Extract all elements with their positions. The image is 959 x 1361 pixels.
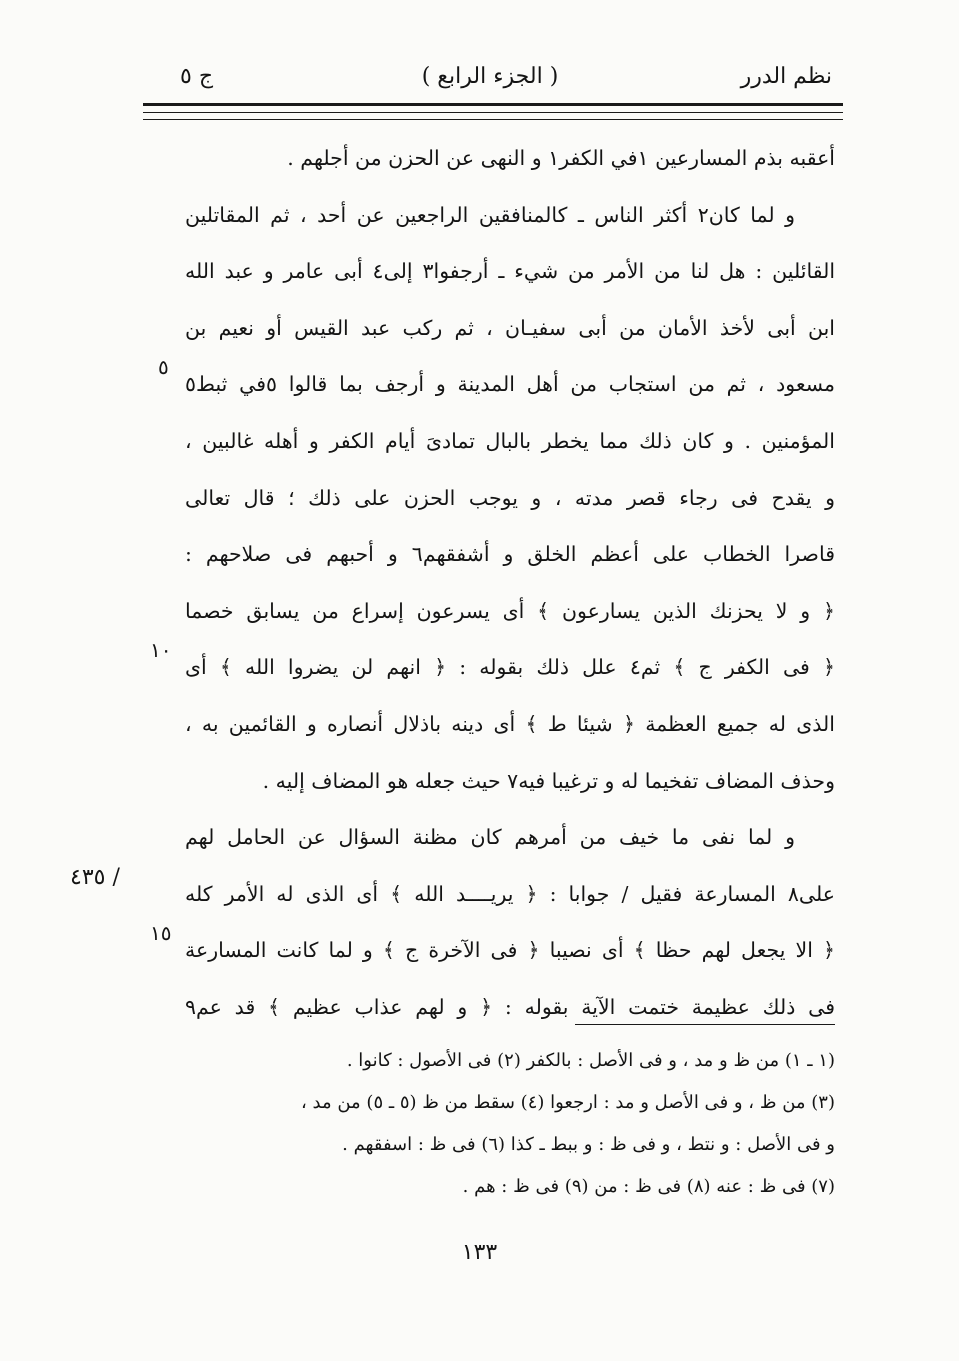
footnote-line: (٣) من ظ ، و فى الأصل و مد : ارجعوا (٤) سقط من ظ (٥ ـ ٥) من مد ، (301, 1092, 835, 1113)
page-number: ١٣٣ (461, 1240, 498, 1265)
footnote-line: (١ ـ ١) من ظ و مد ، و فى الأصل : بالكفر (٢) فى الأصول : كانوا . (346, 1050, 835, 1071)
text-line: القائلين : هل لنا من الأمر من شيء ـ أرجفوا٣ إلى٤ أبى عامر و عبد الله (185, 259, 835, 284)
header-rule-thick (143, 103, 843, 106)
footnote-line: و فى الأصل : و نتط ، و فى ظ : و ببط ـ كذا (٦) فى ظ : اسفقهم . (342, 1134, 835, 1155)
part-title: ( الجزء الرابع ) (421, 64, 559, 89)
text-line: مسعود ، ثم من استجاب من أهل المدينة و أرجف بما قالوا ٥في ثبط٥ (185, 372, 835, 397)
text-line: المؤمنين . و كان ذلك مما يخطر بالبال تمادىَ أيام الكفر و أهله غالبين ، (185, 428, 835, 453)
text-line: على٨ المسارعة فقيل / جوابا : ﴿ يريــــد الله ﴾ أى الذى له الأمر كله (185, 881, 835, 906)
text-line: و لما نفى ما خيف من أمرهم كان مظنة السؤال عن الحامل لهم (185, 825, 795, 850)
header-rule-thin-2 (143, 119, 843, 120)
main-text (185, 130, 835, 1036)
header-rule-thin (143, 112, 843, 113)
text-line: ﴿ الا يجعل لهم حظا ﴾ أى نصيبا ﴿ فى الآخرة ج ﴾ و لما كانت المسارعة (185, 938, 835, 963)
text-line: و يقدح فى رجاء قصر مدته ، و يوجب الحزن على ذلك ؛ قال تعالى (185, 485, 835, 510)
text-line: وحذف المضاف تفخيما له و ترغيبا فيه٧ حيث جعله هو المضاف إليه . (262, 768, 835, 793)
text-line: قاصرا الخطاب على أعظم الخلق و أشفقهم٦ و أحبهم فى صلاحهم : (185, 542, 835, 567)
text-line: و لما كان٢ أكثر الناس ـ كالمنافقين الراجعين عن أحد ، ثم المقاتلين (185, 202, 795, 227)
text-line: الذى له جميع العظمة ﴿ شيئا ط ﴾ أى دينه باذلال أنصاره و القائمين به ، (185, 711, 835, 736)
running-header (140, 60, 840, 100)
line-number-10: ١٠ (150, 638, 172, 662)
footnotes (185, 1040, 835, 1208)
line-number-15: ١٥ (150, 921, 172, 945)
text-line: ابن أبى لأخذ الأمان من أبى سفيـان ، ثم ركب عبد القيس أو نعيم بن (185, 315, 835, 340)
footnote-line: (٧) فى ظ : عنه (٨) فى ظ : من (٩) فى ظ : هم . (462, 1176, 835, 1197)
text-line: فى ذلك عظيمة ختمت الآية بقوله : ﴿ و لهم عذاب عظيم ﴾ قد عم٩ (185, 994, 835, 1019)
text-line: ﴿ و لا يحزنك الذين يسارعون ﴾ أى يسرعون إسراع من يسابق خصما (185, 598, 835, 623)
book-title: نظم الدرر (740, 64, 832, 89)
text-line: ﴿ فى الكفر ج ﴾ ثم٤ علل ذلك بقوله : ﴿ انهم لن يضروا الله ﴾ أى (185, 655, 835, 680)
text-line: أعقبه بذم المسارعين ١في الكفر١ و النهى عن الحزن من أجلهم . (287, 146, 835, 170)
line-number-5: ٥ (158, 355, 169, 379)
volume-label: ج ٥ (180, 64, 214, 89)
footnote-rule (575, 1024, 835, 1025)
leaf-marker: / ٤٣٥ (70, 865, 120, 890)
